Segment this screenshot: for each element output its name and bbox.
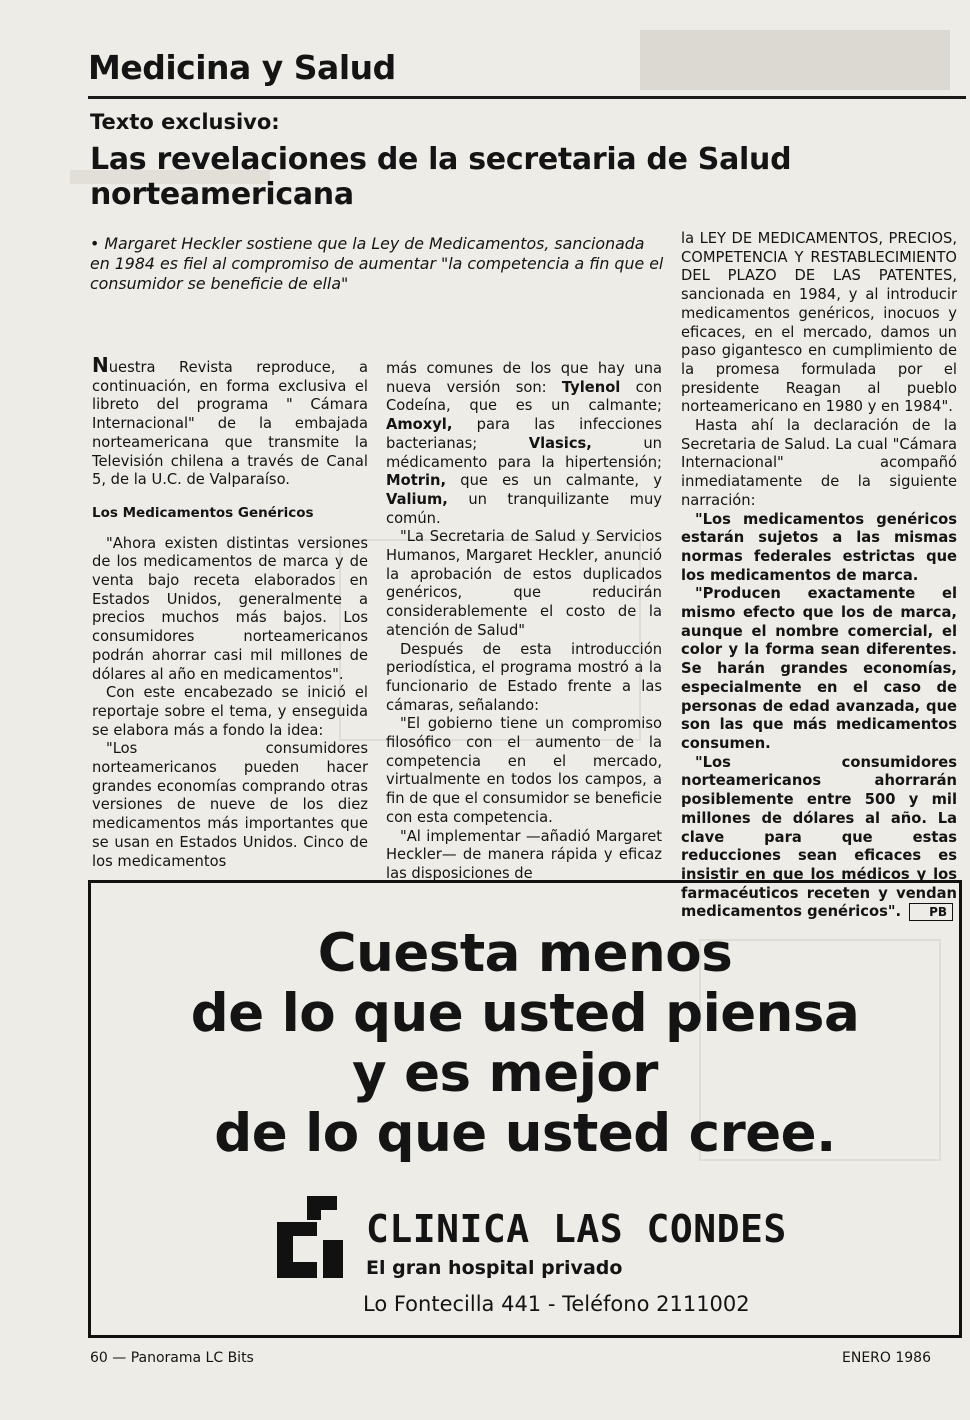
col1-paragraph-2: Con este encabezado se inició el reportaje sobre el tema, y enseguida se elabora más a fondo la idea:: [92, 684, 368, 739]
ad-headline-line-2: de lo que usted piensa: [190, 983, 860, 1044]
col2-text: un médicamento para la hipertensión;: [386, 434, 662, 471]
col3-paragraph-3: "Los medicamentos genéricos estarán sujetos a las mismas normas federales estrictas que los medicamentos de marca.: [681, 510, 957, 584]
col2-text: un tranquilizante muy común.: [386, 490, 662, 527]
col1-paragraph-3: "Los consumidores norteamericanos pueden hacer grandes economías comprando otras versiones de nueve de los diez medicamentos más importantes que se usan en Estados Unidos. Cinco de los medicamentos: [92, 740, 368, 870]
drug-amoxyl: Amoxyl,: [386, 416, 453, 434]
clinic-advertisement: [88, 880, 962, 1338]
section-rule: [88, 96, 966, 99]
page-footer-right: ENERO 1986: [842, 1350, 931, 1366]
article-column-1: [92, 353, 368, 871]
col2-text: más comunes de los que hay una nueva versión son:: [386, 360, 662, 396]
article-column-3: [681, 230, 957, 922]
drop-cap: N: [92, 353, 109, 377]
drug-vlasics: Vlasics,: [528, 434, 592, 452]
col2-text: para las infecciones bacterianas;: [386, 416, 662, 452]
headline: Las revelaciones de la secretaria de Salud norteamericana: [90, 142, 792, 212]
ad-headline-line-3: y es mejor: [352, 1043, 658, 1104]
drug-valium: Valium,: [386, 490, 448, 508]
drug-motrin: Motrin,: [386, 472, 447, 490]
drug-tylenol: Tylenol: [561, 378, 621, 396]
section-title: Medicina y Salud: [88, 48, 396, 87]
clinic-logo-icon: [277, 1196, 349, 1278]
page-footer-left: 60 — Panorama LC Bits: [90, 1350, 254, 1366]
author-signature: PB: [909, 903, 953, 921]
col1-paragraph-1: "Ahora existen distintas versiones de los medicamentos de marca y de venta bajo receta elaborados en Estados Unidos, generalmente a precios muchos más bajos. Los consumidores norteamericanos podrán ahorrar casi mil millones de dólares al año en medicamentos".: [92, 534, 368, 683]
article-column-2: [386, 360, 662, 884]
col2-paragraph-2: "La Secretaria de Salud y Servicios Humanos, Margaret Heckler, anunció la aprobación de estos duplicados genéricos, que reducirán considerablemente el costo de la atención de Salud": [386, 528, 662, 639]
col3-paragraph-2: Hasta ahí la declaración de la Secretaria de Salud. La cual "Cámara Internacional" acompañó inmediatamente de la siguiente narración:: [681, 417, 957, 509]
col3-paragraph-5: "Los consumidores norteamericanos ahorrarán posiblemente entre 500 y mil millones de dólares al año. La clave para que estas reducciones sean eficaces es insistir en que los médicos y los farmacéuticos receten y vendan medicamentos genéricos".: [681, 753, 957, 921]
col3-paragraph-4: "Producen exactamente el mismo efecto que los de marca, aunque el nombre comercial, el color y la forma sean diferentes. Se harán grandes economías, especialmente en el caso de personas de edad avanzada, que son las que más medicamentos consumen.: [681, 585, 957, 752]
col2-paragraph-4: "El gobierno tiene un compromiso filosófico con el aumento de la competencia en el mercado, virtualmente en todos los campos, a fin de que el consumidor se beneficie con esta competencia.: [386, 715, 662, 826]
col2-text: con Codeína, que es un calmante;: [386, 378, 662, 415]
col1-intro: uestra Revista reproduce, a continuación, en forma exclusiva el libreto del programa " Cámara Internacional" de la embajada norteamericana que transmite la Televisión chilena a través de Canal 5, de la U.C. de Valparaíso.: [92, 359, 368, 489]
lead-paragraph: • Margaret Heckler sostiene que la Ley de Medicamentos, sancionada en 1984 es fiel al compromiso de aumentar "la competencia a fin que el consumidor se beneficie de ella": [90, 234, 664, 293]
ad-headline-line-1: Cuesta menos: [317, 923, 733, 984]
clinic-name: CLINICA LAS CONDES: [366, 1207, 787, 1251]
col2-paragraph-3: Después de esta introducción periodística, el programa mostró a la funcionario de Estado frente a las cámaras, señalando:: [386, 640, 662, 714]
clinic-tagline: El gran hospital privado: [366, 1257, 623, 1279]
col2-paragraph-5: "Al implementar —añadió Margaret Heckler— de manera rápida y eficaz las disposiciones de: [386, 827, 662, 882]
subheading: Los Medicamentos Genéricos: [92, 504, 314, 521]
col3-paragraph-1: la LEY DE MEDICAMENTOS, PRECIOS, COMPETENCIA Y RESTABLECIMIENTO DEL PLAZO DE LAS PATENTES, sancionada en 1984, y al introducir medicamentos genéricos, inocuos y eficaces, en el mercado, damos un paso gigantesco en cumplimiento de la promesa formulada por el presidente Reagan al pueblo norteamericano en 1980 y en 1984".: [681, 230, 957, 416]
kicker: Texto exclusivo:: [90, 110, 280, 134]
col2-text: que es un calmante, y: [446, 472, 662, 490]
ad-headline-line-4: de lo que usted cree.: [214, 1103, 836, 1164]
clinic-address: Lo Fontecilla 441 - Teléfono 2111002: [363, 1292, 750, 1316]
